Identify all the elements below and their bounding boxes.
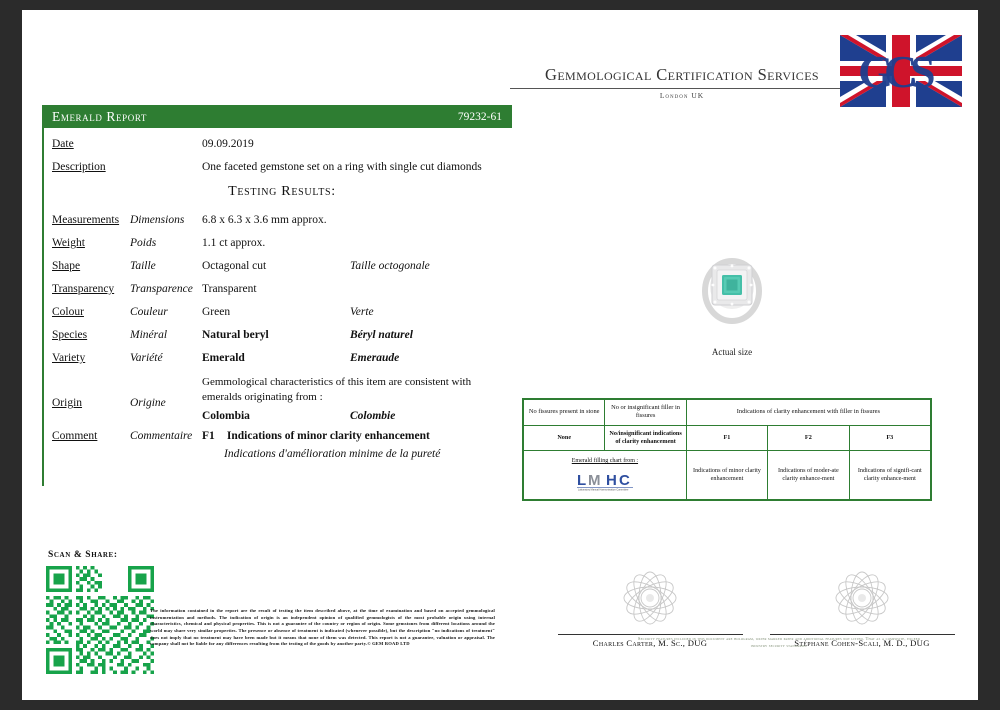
row-value: Transparent <box>202 283 257 295</box>
report-title: Emerald Report <box>52 108 147 124</box>
row-value: Emerald <box>202 352 245 364</box>
svg-text:G: G <box>858 46 894 97</box>
clarity-desc-f1: Indications of minor clarity enhancement <box>686 450 767 499</box>
clarity-cell-f2: F2 <box>768 425 849 450</box>
gcs-seal-stamp <box>613 568 687 632</box>
table-row <box>524 400 931 426</box>
clarity-header-1: No fissures present in stone <box>524 400 605 426</box>
row-weight <box>44 237 512 249</box>
actual-size-caption: Actual size <box>711 347 753 357</box>
origin-value-fr: Colombie <box>350 409 396 422</box>
row-label-fr: Commentaire <box>130 429 193 442</box>
row-value: 1.1 ct approx. <box>202 237 266 249</box>
row-transparency <box>44 283 512 295</box>
report-title-bar <box>44 105 512 128</box>
row-value: 09.09.2019 <box>202 138 254 150</box>
row-label-fr: Origine <box>130 397 166 409</box>
row-label-fr: Poids <box>130 237 157 249</box>
organisation-title: Gemmological Certification Services <box>545 65 819 84</box>
signatory-name: Stéphane Cohen-Scali, M. D., DUG <box>794 638 930 648</box>
row-label: Weight <box>52 237 85 249</box>
row-description <box>44 161 512 173</box>
emerald-filling-chart-cell <box>524 450 687 499</box>
row-label: Colour <box>52 306 84 318</box>
origin-value: Colombia <box>202 409 250 422</box>
emerald-report-panel <box>42 105 512 486</box>
row-value-fr: Taille octogonale <box>350 260 430 272</box>
row-label: Species <box>52 329 88 341</box>
row-label-fr: Transparence <box>130 283 193 295</box>
row-variety <box>44 352 512 364</box>
row-comment <box>44 430 512 460</box>
row-label: Date <box>52 138 74 150</box>
organisation-location: London UK <box>659 91 705 100</box>
report-number: 79232-61 <box>457 110 502 123</box>
filling-chart-label: Emerald filling chart from : <box>571 458 639 465</box>
row-colour <box>44 306 512 318</box>
row-label: Origin <box>52 397 83 409</box>
row-species <box>44 329 512 341</box>
row-value: Octagonal cut <box>202 260 267 272</box>
emerald-ring-photo <box>682 235 782 331</box>
comment-line-en: Indications of minor clarity enhancement <box>226 429 430 442</box>
row-shape <box>44 260 512 272</box>
row-label: Transparency <box>52 283 115 295</box>
row-label-fr: Variété <box>130 352 163 364</box>
row-label: Measurements <box>52 214 120 226</box>
row-value-fr: Emeraude <box>350 352 400 364</box>
clarity-cell-none: None <box>524 425 605 450</box>
clarity-desc-f3: Indications of signifi-cant clarity enhance-ment <box>849 450 930 499</box>
row-value: Green <box>202 306 231 318</box>
row-value: Natural beryl <box>202 329 269 341</box>
testing-results-heading: Testing Results: <box>228 184 336 199</box>
security-features-note: Security features included in this document are hologram, water marked paper and additional features not listed. That as a composite, exceed industry security standards. <box>637 636 921 649</box>
clarity-cell-f3: F3 <box>849 425 930 450</box>
row-origin <box>44 375 512 422</box>
clarity-enhancement-table <box>522 398 932 501</box>
clarity-cell-insignificant: No/insignificant indications of clarity enhancement <box>605 425 686 450</box>
comment-line-fr: Indications d'amélioration minime de la pureté <box>224 447 441 460</box>
svg-text:Laboratory Manual Harmonisatio: Laboratory Manual Harmonisation Committee <box>577 488 629 492</box>
row-label: Comment <box>52 429 98 442</box>
svg-text:C: C <box>618 471 630 489</box>
row-label: Variety <box>52 352 86 364</box>
row-label-fr: Minéral <box>130 329 168 341</box>
clarity-desc-f2: Indications of moder-ate clarity enhance-ment <box>768 450 849 499</box>
svg-text:H: H <box>605 471 617 489</box>
svg-text:L: L <box>576 471 587 489</box>
row-label: Description <box>52 161 106 173</box>
qr-code[interactable] <box>46 566 154 674</box>
table-row <box>524 425 931 450</box>
svg-text:M: M <box>587 471 601 489</box>
clarity-cell-f1: F1 <box>686 425 767 450</box>
certificate-page <box>22 10 978 700</box>
comment-code: F1 <box>202 429 215 442</box>
table-row <box>524 450 931 499</box>
row-value-fr: Verte <box>350 306 374 318</box>
gcs-seal-stamp <box>825 568 899 632</box>
row-value-fr: Béryl naturel <box>350 329 413 341</box>
scan-share-label: Scan & Share: <box>48 550 118 560</box>
row-value: 6.8 x 6.3 x 3.6 mm approx. <box>202 214 327 226</box>
clarity-header-3: Indications of clarity enhancement with filler in fissures <box>686 400 930 426</box>
lmhc-logo <box>575 467 635 493</box>
header-divider <box>510 88 855 89</box>
svg-text:C: C <box>884 46 918 97</box>
origin-note: Gemmological characteristics of this item are consistent with emeralds originating from : <box>202 376 472 403</box>
signatory-name: Charles Carter, M. Sc., DUG <box>592 638 708 648</box>
row-value: One faceted gemstone set on a ring with single cut diamonds <box>202 161 482 173</box>
gcs-union-jack-logo <box>840 35 962 107</box>
row-measurements <box>44 214 512 226</box>
row-label: Shape <box>52 260 81 272</box>
row-date <box>44 138 512 150</box>
row-label-fr: Dimensions <box>130 214 185 226</box>
report-rows <box>44 128 512 460</box>
svg-text:S: S <box>910 46 936 97</box>
disclaimer-text: The information contained in the report are the result of testing the item described above, at the time of examination and based on accepted gemmological instrumentation and methods. The indication of origin is an independent opinion of qualified gemmologists of the most probable origin using internal characteristics, chemical and physical properties. This is not a guarantee of the country or region of origin. Some gemstones from different locations around the world may share very similar properties. The presence or absence of treatment is indicated (whenever possible), but the description "no indications of treatment" does not imply that no treatment may have been made but it means that none of them was detected. This report is not a guarantee, valuation or appraisal. The company shall not be liable for any differences resulting from the testing of the goods by another party.© GEM ROAD LTD <box>150 608 495 647</box>
row-label-fr: Couleur <box>130 306 168 318</box>
clarity-header-2: No or insignificant filler in fissures <box>605 400 686 426</box>
row-label-fr: Taille <box>130 260 156 272</box>
